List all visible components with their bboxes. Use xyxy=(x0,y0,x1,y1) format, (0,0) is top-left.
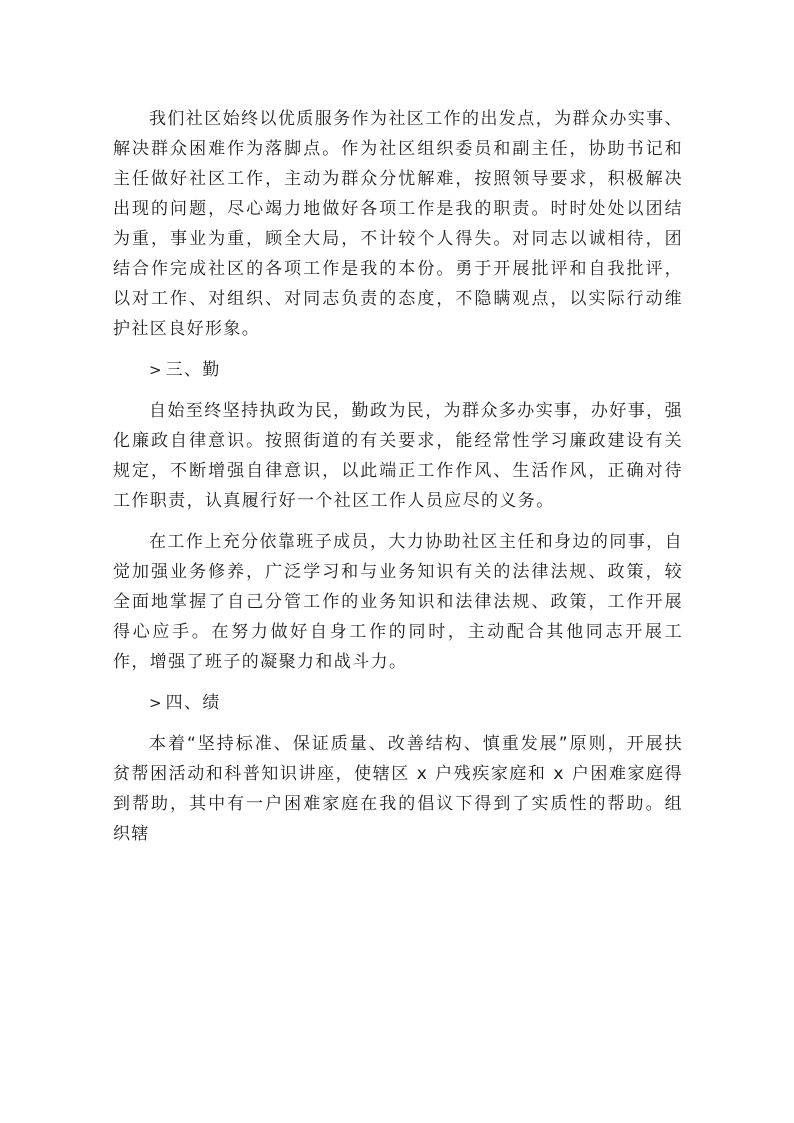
paragraph: 自始至终坚持执政为民，勤政为民，为群众多办实事，办好事，强化廉政自律意识。按照街道的有关要求，能经常性学习廉政建设有关规定，不断增强自律意识，以此端正工作作风、生活作风，正确对待工作职责，认真履行好一个社区工作人员应尽的义务。 xyxy=(113,401,683,511)
paragraph: 我们社区始终以优质服务作为社区工作的出发点，为群众办实事、解决群众困难作为落脚点。作为社区组织委员和副主任，协助书记和主任做好社区工作，主动为群众分忧解难，按照领导要求，积极解决出现的问题，尽心竭力地做好各项工作是我的职责。时时处处以团结为重，事业为重，顾全大局，不计较个人得失。对同志以诚相待，团结合作完成社区的各项工作是我的本份。勇于开展批评和自我批评，以对工作、对组织、对同志负责的态度，不隐瞒观点，以实际行动维护社区良好形象。 xyxy=(113,109,683,339)
heading-text: 四、绩 xyxy=(165,693,221,713)
paragraph: 本着“坚持标准、保证质量、改善结构、慎重发展”原则，开展扶贫帮困活动和科普知识讲座，使辖区 x 户残疾家庭和 x 户困难家庭得到帮助，其中有一户困难家庭在我的倡议下得到了实质性的帮助。组织辖 xyxy=(113,734,683,844)
heading-marker: > xyxy=(149,361,162,379)
paragraph: 在工作上充分依靠班子成员，大力协助社区主任和身边的同事，自觉加强业务修养，广泛学习和与业务知识有关的法律法规、政策，较全面地掌握了自己分管工作的业务知识和法律法规、政策，工作开展得心应手。在努力做好自身工作的同时，主动配合其他同志开展工作，增强了班子的凝聚力和战斗力。 xyxy=(113,532,683,672)
document-body xyxy=(113,104,683,860)
heading-marker: > xyxy=(149,694,162,712)
section-heading xyxy=(113,688,683,718)
section-heading xyxy=(113,355,683,385)
heading-text: 三、勤 xyxy=(165,360,221,380)
